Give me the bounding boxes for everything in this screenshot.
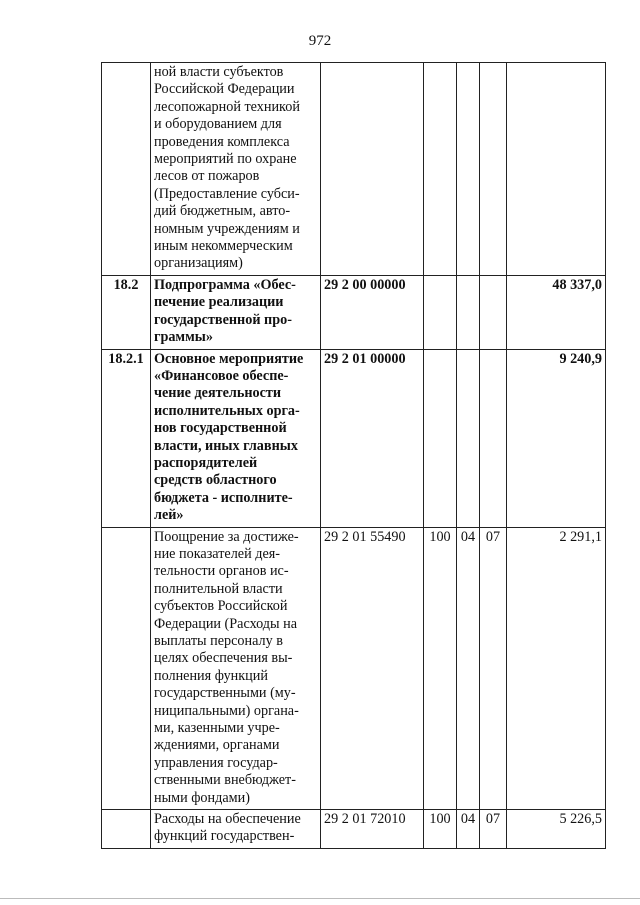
table-row (102, 275, 606, 349)
row-target-article: 29 2 01 00000 (321, 349, 424, 527)
row-name: Основное мероприятие «Финансовое обеспе- чение деятельности исполнительных орга- нов государственной власти, иных главных распорядителей средств областного бюджета - исполните- лей» (151, 349, 321, 527)
row-sum: 2 291,1 (507, 527, 606, 810)
budget-table (101, 62, 606, 849)
row-subsection (480, 275, 507, 349)
row-section: 04 (457, 527, 480, 810)
row-expense-type (424, 349, 457, 527)
row-sum (507, 63, 606, 276)
row-section (457, 275, 480, 349)
row-sum: 5 226,5 (507, 810, 606, 849)
row-code: 18.2.1 (102, 349, 151, 527)
row-sum: 9 240,9 (507, 349, 606, 527)
row-target-article: 29 2 01 55490 (321, 527, 424, 810)
row-subsection: 07 (480, 527, 507, 810)
row-subsection (480, 63, 507, 276)
row-name: ной власти субъектов Российской Федерации лесопожарной техникой и оборудованием для проведения комплекса мероприятий по охране лесов от пожаров (Предоставление субси- дий бюджетным, авто- номным учреждениям и иным некоммерческим организациям) (151, 63, 321, 276)
row-subsection (480, 349, 507, 527)
row-subsection: 07 (480, 810, 507, 849)
table-row (102, 527, 606, 810)
row-target-article (321, 63, 424, 276)
page-edge-divider (0, 898, 640, 899)
row-expense-type: 100 (424, 810, 457, 849)
row-name: Расходы на обеспечение функций государствен- (151, 810, 321, 849)
row-section (457, 349, 480, 527)
row-target-article: 29 2 01 72010 (321, 810, 424, 849)
table-row (102, 810, 606, 849)
row-sum: 48 337,0 (507, 275, 606, 349)
row-name: Подпрограмма «Обес- печение реализации государственной про- граммы» (151, 275, 321, 349)
row-expense-type (424, 63, 457, 276)
table-row (102, 63, 606, 276)
row-expense-type: 100 (424, 527, 457, 810)
row-code: 18.2 (102, 275, 151, 349)
row-name: Поощрение за достиже- ние показателей дея- тельности органов ис- полнительной власти субъектов Российской Федерации (Расходы на выплаты персоналу в целях обеспечения вы- полнения функций государственными (му- ниципальными) органа- ми, казенными учре- ждениями, органами управления государ- ственными внебюджет- ными фондами) (151, 527, 321, 810)
row-section (457, 63, 480, 276)
row-target-article: 29 2 00 00000 (321, 275, 424, 349)
row-section: 04 (457, 810, 480, 849)
row-code (102, 527, 151, 810)
row-code (102, 810, 151, 849)
table-row (102, 349, 606, 527)
page-number: 972 (308, 33, 332, 49)
row-expense-type (424, 275, 457, 349)
row-code (102, 63, 151, 276)
